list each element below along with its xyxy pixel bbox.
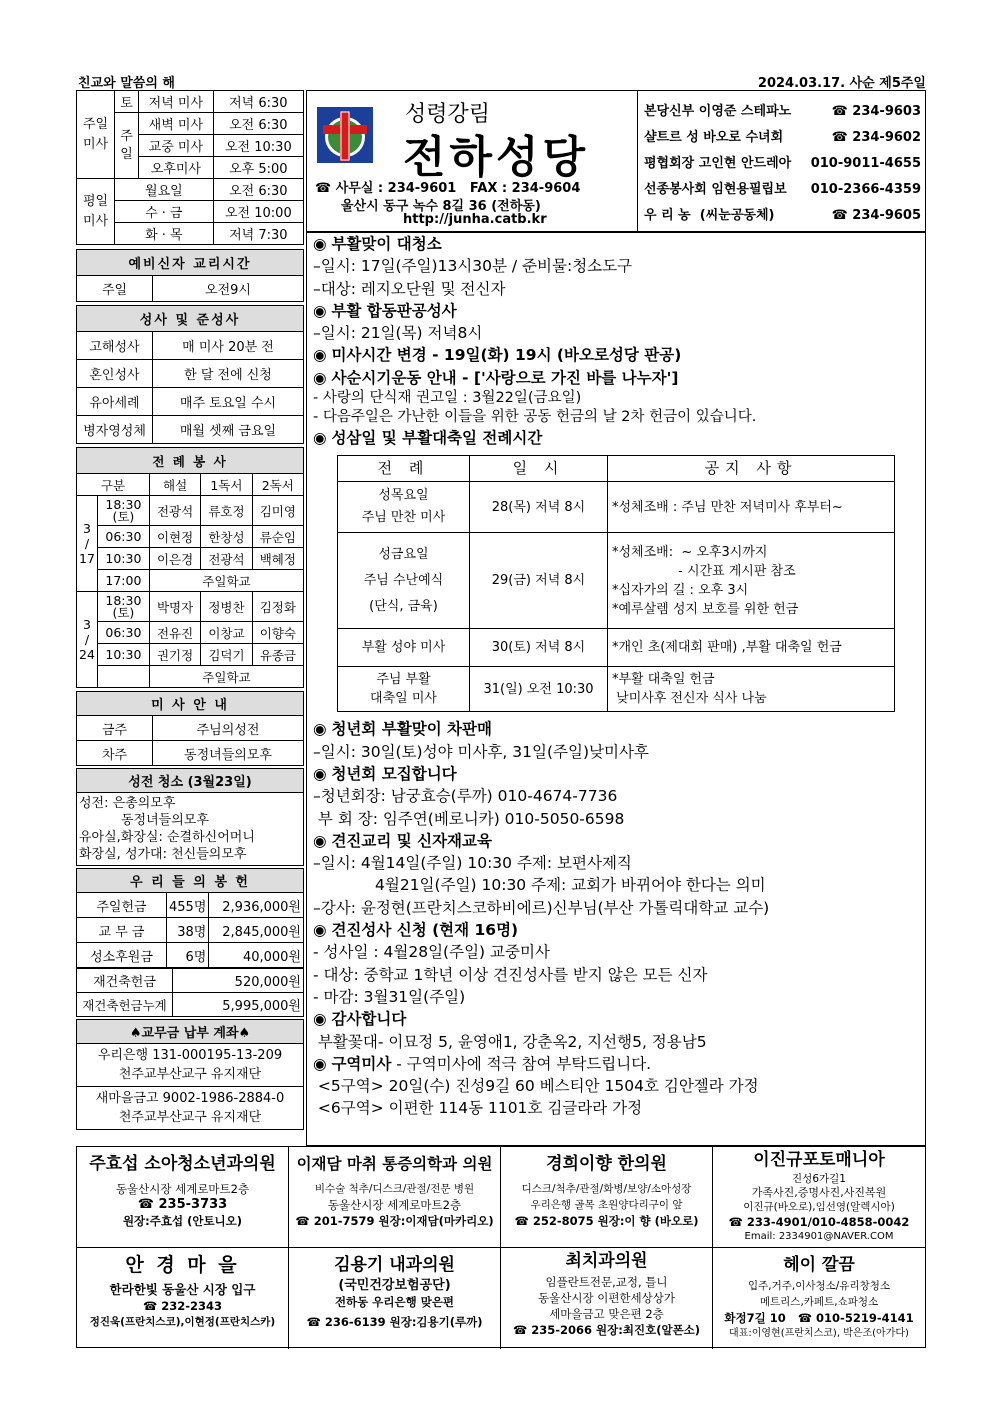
rebuild-type: 재건축헌금: [77, 969, 173, 993]
service-person: 류호정: [201, 496, 252, 526]
offering-type: 교 무 금: [77, 918, 167, 943]
account-1: [77, 1044, 304, 1087]
lit-time: 31(일) 오전 10:30: [470, 667, 608, 712]
mass-time: 오후 5:00: [213, 157, 303, 179]
service-person: 전유진: [149, 622, 200, 644]
ad-line: 한라한빛 동울산 시장 입구: [109, 1282, 256, 1297]
mass-info-week: 금주: [77, 716, 153, 741]
ad-title: 경희이향 한의원: [546, 1154, 667, 1174]
contacts: [637, 91, 927, 233]
ad-box: [501, 1248, 713, 1349]
top-line: [78, 72, 926, 91]
mass-schedule: [76, 90, 304, 245]
contact-name: 우 리 농 (씨눈공동체): [644, 208, 775, 223]
offering-count: 6명: [167, 943, 209, 968]
contact-row: [644, 203, 927, 229]
mass-name: 오후미사: [139, 157, 214, 179]
ad-line: 우리은행 골목 초원양다리구이 앞: [530, 1199, 683, 1211]
bulletin-header: [306, 90, 926, 232]
service-person: 이창교: [201, 622, 252, 644]
contact-phone: ☎ 234-9602: [831, 130, 921, 145]
notice-title: ◉ 부활 합동판공성사: [313, 300, 925, 322]
notices: [306, 232, 926, 1146]
weekday-name: 수 · 금: [115, 201, 214, 223]
advertisements: [76, 1146, 926, 1348]
col-header: 구분: [77, 474, 150, 496]
service-person: 권기정: [149, 644, 200, 666]
notice-line: –청년회장: 남궁효승(루까) 010-4674-7736: [313, 787, 618, 806]
ad-line: 가족사진,증명사진,사진복원: [751, 1186, 887, 1199]
account-title: ♠교무금 납부 계좌♠: [77, 1020, 304, 1044]
lit-time: 28(목) 저녁 8시: [470, 482, 608, 533]
ad-line: ☎ 232-2343: [142, 1299, 223, 1313]
ad-line: 이진규(바오로),임선영(알렉시아): [743, 1201, 895, 1213]
service-person: 주일학교: [149, 666, 303, 688]
service-person: 박명자: [149, 592, 200, 622]
weekday-time: 오전 10:00: [213, 201, 303, 223]
mass-info-group: 주님의성전: [153, 716, 304, 741]
service-person: 이향숙: [252, 622, 303, 644]
left-column: [76, 90, 304, 1130]
ad-box: [713, 1147, 925, 1248]
notice-title: ◉ 부활맞이 대청소: [313, 233, 925, 255]
notice-line: <5구역> 20일(수) 진성9길 60 베스티안 1504호 김안젤라 가정: [313, 1077, 759, 1096]
notice-line: 부활꽃대- 이묘정 5, 윤영애1, 강춘옥2, 지선행5, 정용남5: [313, 1032, 707, 1051]
notice-title: ◉ 성삼일 및 부활대축일 전례시간: [313, 427, 925, 449]
cleaning-line: 유아실,화장실: 순결하신어머니: [79, 830, 255, 845]
contact-name: 선종봉사회 임현용필립보: [644, 182, 787, 197]
mass-info-week: 차주: [77, 741, 153, 766]
issue-date: 2024.03.17. 사순 제5주일: [757, 76, 926, 91]
mass-info-group: 동정녀들의모후: [153, 741, 304, 766]
contact-row: [644, 177, 927, 203]
contact-row: [644, 125, 927, 151]
sacrament-name: 고해성사: [77, 332, 153, 360]
sacrament-name: 병자영성체: [77, 416, 153, 444]
contact-row: [644, 151, 927, 177]
lit-name: 성금요일 주님 수난예식 (단식, 금육): [338, 533, 470, 629]
contact-name: 평협회장 고인현 안드레아: [644, 156, 792, 171]
sacraments-table: [76, 305, 304, 444]
parish-website[interactable]: http://junha.catb.kr: [403, 212, 547, 227]
contact-name: 샬트르 성 바오로 수녀회: [644, 130, 784, 145]
notice-line: –일시: 4월14일(주일) 10:30 주제: 보편사제직: [313, 854, 632, 873]
contact-phone: 010-2366-4359: [810, 182, 921, 197]
header-subtitle: 성령강림: [405, 102, 491, 127]
catechism-time: 오전9시: [153, 276, 304, 302]
account-number: 우리은행 131-000195-13-209: [97, 1048, 283, 1063]
ad-line: (국민건강보험공단): [338, 1278, 451, 1293]
ad-line: ☎ 235-3733: [137, 1197, 228, 1212]
weekday-name: 화 · 목: [115, 223, 214, 245]
ad-line: ☎ 201-7579 원장:이재담(마카리오): [295, 1214, 494, 1228]
sacrament-name: 혼인성사: [77, 360, 153, 388]
ad-line: 동울산시장 세계로마트2층: [327, 1198, 462, 1212]
ad-line: 대표:이영현(프란치스코), 박은조(아가다): [729, 1328, 909, 1339]
mass-time: 오전 6:30: [213, 113, 303, 135]
ad-line: 화정7길 10 ☎ 010-5219-4141: [724, 1311, 914, 1325]
service-person: 김덕기: [201, 644, 252, 666]
parish-name: 전하성당: [403, 132, 590, 183]
service-person: 백혜정: [252, 548, 303, 570]
notice-line: –일시: 30일(토)성야 미사후, 31일(주일)낮미사후: [313, 742, 649, 761]
lit-name: 주님 부활 대축일 미사: [338, 667, 470, 712]
offering-title: 우 리 들 의 봉 헌: [77, 869, 304, 893]
liturgy-service-title: 전 례 봉 사: [77, 448, 304, 474]
liturgy-time-table: [337, 455, 895, 712]
col-header: 해설: [149, 474, 200, 496]
ad-box: [77, 1248, 289, 1349]
service-person: 이현정: [149, 526, 200, 548]
offering-amount: 40,000원: [209, 943, 304, 968]
ad-box: [77, 1147, 289, 1248]
rebuild-type: 재건축헌금누계: [77, 993, 173, 1017]
offering-count: 455명: [167, 893, 209, 918]
notice-line: - 성사일 : 4월28일(주일) 교중미사: [313, 943, 550, 962]
ad-line: 디스크/척추/관절/화병/보양/소아성장: [521, 1183, 692, 1195]
ad-box: [289, 1248, 501, 1349]
lit-time: 29(금) 저녁 8시: [470, 533, 608, 629]
weekday-name: 월요일: [115, 179, 214, 201]
sacrament-name: 유아세례: [77, 388, 153, 416]
weekday-mass-label: 평일 미사: [77, 179, 115, 245]
notice-line: 부 회 장: 임주연(베로니카) 010-5050-6598: [313, 809, 625, 828]
service-person: 한창성: [201, 526, 252, 548]
contact-phone: ☎ 234-9605: [831, 208, 921, 223]
lit-time: 30(토) 저녁 8시: [470, 629, 608, 667]
rebuild-amount: 520,000원: [173, 969, 304, 993]
notice-line: - 대상: 중학교 1학년 이상 견진성사를 받지 않은 모든 신자: [313, 965, 708, 984]
lit-header: 일 시: [470, 456, 608, 482]
ad-line: 정진욱(프란치스코),이현정(프란치스카): [89, 1316, 276, 1328]
account-holder: 천주교부산교구 유지재단: [118, 1067, 262, 1082]
offering-amount: 2,936,000원: [209, 893, 304, 918]
ad-title: 최치과의원: [565, 1251, 648, 1271]
contact-phone: 010-9011-4655: [810, 156, 921, 171]
cleaning-table: [76, 768, 304, 866]
notice-title: ◉ 감사합니다: [313, 1008, 925, 1030]
col-header: 1독서: [201, 474, 252, 496]
service-person: 전광석: [201, 548, 252, 570]
ad-line: ☎ 235-2066 원장:최진호(알폰소): [512, 1323, 701, 1337]
lit-notice: *성체조배 : 주님 만찬 저녁미사 후부터~: [608, 482, 895, 533]
notice-title: ◉ 미사시간 변경 - 19일(화) 19시 (바오로성당 판공): [313, 344, 925, 366]
catechism-day: 주일: [77, 276, 153, 302]
year-theme: 친교와 말씀의 해: [78, 76, 175, 91]
ad-title: 이재담 마취 통증의학과 의원: [296, 1155, 493, 1173]
service-person: 김정화: [252, 592, 303, 622]
mass-name: 저녁 미사: [139, 91, 214, 113]
liturgy-service-table: [76, 447, 304, 688]
sunday-label: 주 일: [115, 113, 139, 179]
ad-line: 입주,거주,이사청소/유리창청소: [747, 1280, 891, 1292]
parish-address: 울산시 동구 녹수 8길 36 (전하동): [341, 199, 541, 214]
lit-notice: *개인 초(제대회 판매) ,부활 대축일 헌금: [608, 629, 895, 667]
ad-title: 이진규포토매니아: [753, 1150, 885, 1170]
ad-title: 주효섭 소아청소년과의원: [89, 1154, 276, 1174]
ad-line: 비수술 척추/디스크/관절/전문 병원: [314, 1183, 475, 1195]
weekday-time: 저녁 7:30: [213, 223, 303, 245]
office-phone: ☎ 사무실 : 234-9601 FAX : 234-9604: [315, 181, 581, 196]
ad-box: [501, 1147, 713, 1248]
account-number: 새마을금고 9002-1986-2884-0: [95, 1091, 285, 1106]
lit-header: 전 례: [338, 456, 470, 482]
service-time: 18:30 (토): [97, 592, 149, 622]
notice-title: ◉ 견진교리 및 신자재교육: [313, 830, 925, 852]
ad-line: 진성6가길1: [792, 1173, 846, 1185]
ad-title: 안 경 마 을: [125, 1254, 240, 1276]
cleaning-line: 화장실, 성가대: 천신들의모후: [79, 847, 247, 862]
lit-name: 부활 성야 미사: [338, 629, 470, 667]
mass-name: 교중 미사: [139, 135, 214, 157]
service-person: 전광석: [149, 496, 200, 526]
notice-line: 4월21일(주일) 10:30 주제: 교회가 바뀌어야 한다는 의미: [375, 876, 766, 895]
service-time: 18:30 (토): [97, 496, 149, 526]
service-person: 주일학교: [149, 570, 303, 592]
service-person: 류순임: [252, 526, 303, 548]
service-person: 정병찬: [201, 592, 252, 622]
week-label: 3 / 24: [77, 592, 98, 688]
lit-header: 공지 사항: [608, 456, 895, 482]
ad-line: 원장:주효섭 (안토니오): [122, 1214, 243, 1228]
catechism-title: 예비신자 교리시간: [77, 250, 304, 276]
ad-box: [289, 1147, 501, 1248]
service-time: 06:30: [97, 622, 149, 644]
ad-title: 김용기 내과의원: [334, 1255, 455, 1275]
account-2: [77, 1087, 304, 1130]
notice-line: –일시: 17일(주일)13시30분 / 준비물:청소도구: [313, 257, 633, 276]
ad-line: 동울산시장 이편한세상상가: [538, 1291, 675, 1305]
service-person: 이은경: [149, 548, 200, 570]
notice-line: –강사: 윤정현(프란치스코하비에르)신부님(부산 가톨릭대학교 교수): [313, 898, 770, 917]
notice-title: ◉ 구역미사: [313, 1055, 391, 1073]
service-time: 17:00: [97, 570, 149, 592]
sunday-mass-label: 주일 미사: [77, 91, 115, 179]
service-time: 10:30: [97, 548, 149, 570]
notice-title-row: [313, 1053, 925, 1075]
service-time: 10:30: [97, 644, 149, 666]
sacrament-info: 한 달 전에 신청: [153, 360, 304, 388]
sacrament-info: 매 미사 20분 전: [153, 332, 304, 360]
rebuild-table: [76, 968, 304, 1017]
notice-title: ◉ 청년회 부활맞이 차판매: [313, 718, 925, 740]
service-person: 유종금: [252, 644, 303, 666]
offering-type: 주일헌금: [77, 893, 167, 918]
mass-info-table: [76, 691, 304, 766]
rebuild-amount: 5,995,000원: [173, 993, 304, 1017]
offering-type: 성소후원금: [77, 943, 167, 968]
contact-phone: ☎ 234-9603: [831, 104, 921, 119]
cleaning-list: [77, 793, 304, 866]
week-label: 3 / 17: [77, 496, 98, 592]
col-header: 2독서: [252, 474, 303, 496]
notice-title: ◉ 청년회 모집합니다: [313, 763, 925, 785]
ad-box: [713, 1248, 925, 1349]
ad-title: 헤이 깔끔: [783, 1255, 855, 1275]
lit-notice: *성체조배: ~ 오후3시까지 - 시간표 게시판 참조 *십자가의 길 : 오후 3시 *예루살렘 성지 보호를 위한 헌금: [608, 533, 895, 629]
contact-name: 본당신부 이영준 스테파노: [644, 104, 792, 119]
cleaning-line: 동정녀들의모후: [121, 813, 209, 828]
ad-line: ☎ 252-8075 원장:이 향 (바오로): [514, 1214, 699, 1228]
notice-title: ◉ 견진성사 신청 (현재 16명): [313, 919, 925, 941]
ad-line: 동울산시장 세계로마트2층: [115, 1182, 250, 1196]
parish-logo-icon: [315, 105, 375, 165]
cleaning-line: 성전: 은총의모후: [79, 796, 176, 811]
offering-table: [76, 868, 304, 968]
mass-info-title: 미 사 안 내: [77, 692, 304, 716]
lit-notice: *부활 대축일 헌금 낮미사후 전신자 식사 나눔: [608, 667, 895, 712]
notice-line: - 사랑의 단식재 권고일 : 3월22일(금요일): [313, 390, 582, 407]
ad-line: ☎ 236-6139 원장:김용기(루까): [306, 1315, 483, 1329]
notice-line: –대상: 레지오단원 및 전신자: [313, 279, 506, 298]
notice-inline: - 구역미사에 적극 참여 부탁드립니다.: [391, 1054, 652, 1073]
notice-line: <6구역> 이편한 114동 1101호 김글라라 가정: [313, 1099, 643, 1118]
sacrament-info: 매주 토요일 수시: [153, 388, 304, 416]
account-table: [76, 1019, 304, 1130]
mass-time: 오전 10:30: [213, 135, 303, 157]
lit-name: 성목요일 주님 만찬 미사: [338, 482, 470, 533]
notice-title: ◉ 사순시기운동 안내 - ['사랑으로 가진 바를 나누자']: [313, 367, 925, 389]
account-holder: 천주교부산교구 유지재단: [118, 1110, 262, 1125]
notice-line: –일시: 21일(목) 저녁8시: [313, 324, 483, 343]
notice-line: - 다음주일은 가난한 이들을 위한 공동 헌금의 날 2차 헌금이 있습니다.: [313, 409, 757, 426]
sacrament-info: 매월 셋째 금요일: [153, 416, 304, 444]
service-person: 김미영: [252, 496, 303, 526]
notice-line: - 마감: 3월31일(주일): [313, 987, 466, 1006]
ad-line: 전하동 우리은행 맞은편: [334, 1295, 455, 1309]
offering-count: 38명: [167, 918, 209, 943]
contact-row: [644, 99, 927, 125]
cleaning-title: 성전 청소 (3월23일): [77, 769, 304, 793]
saturday-label: 토: [115, 91, 139, 113]
weekday-time: 오전 6:30: [213, 179, 303, 201]
service-time: 06:30: [97, 526, 149, 548]
mass-name: 새벽 미사: [139, 113, 214, 135]
service-time: [97, 666, 149, 688]
ad-line: Email: 2334901@NAVER.COM: [744, 1231, 894, 1242]
mass-time: 저녁 6:30: [213, 91, 303, 113]
ad-line: 메트리스,카페트,쇼파청소: [759, 1296, 879, 1308]
ad-line: ☎ 233-4901/010-4858-0042: [728, 1215, 910, 1229]
offering-amount: 2,845,000원: [209, 918, 304, 943]
ad-line: 임플란트전문,교정, 틀니: [545, 1275, 668, 1289]
sacraments-title: 성사 및 준성사: [77, 306, 304, 332]
catechism-table: [76, 249, 304, 302]
ad-line: 세마을금고 맞은편 2층: [549, 1307, 664, 1321]
